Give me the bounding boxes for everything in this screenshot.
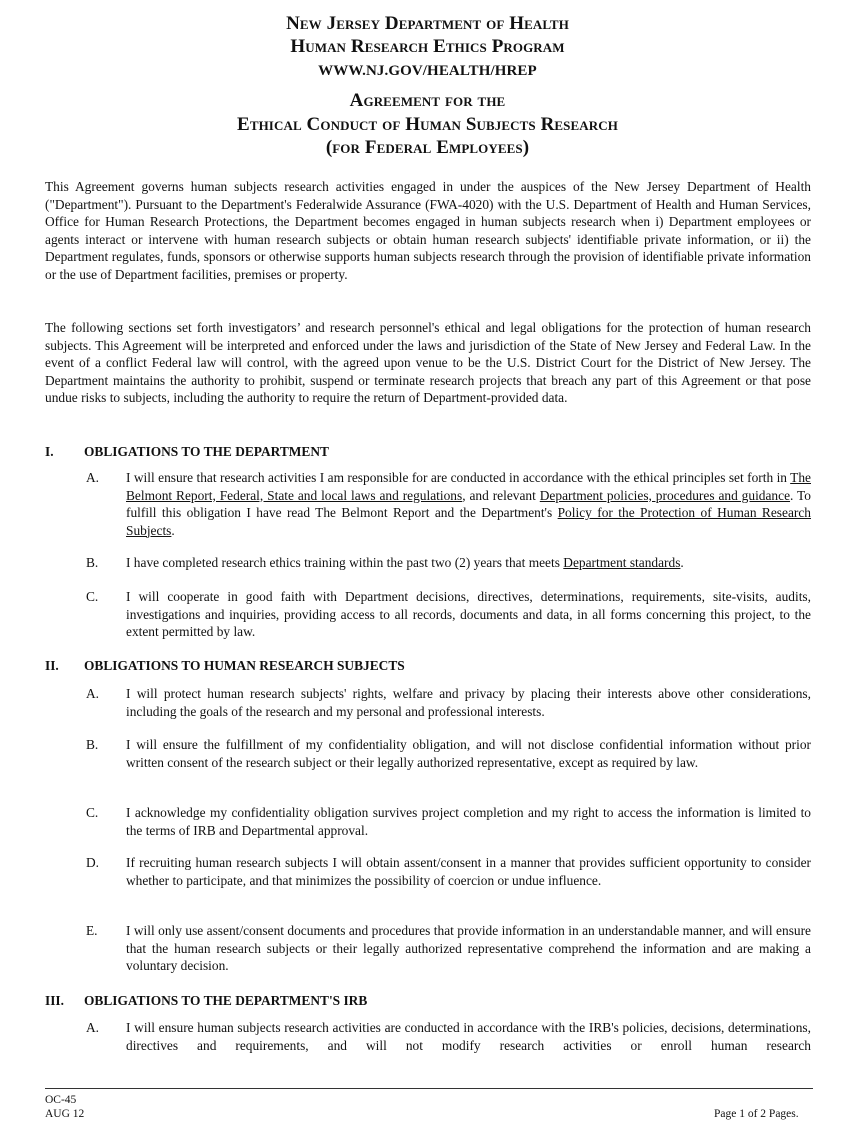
protection-policy-link[interactable]: Policy for the Protection of Human Research Subjects (126, 505, 811, 538)
department-policies-link[interactable]: Department policies, procedures and guidance (539, 487, 791, 503)
text-run: I will ensure that research activities I am responsible for are conducted in accordance with the ethical principles set forth in (126, 470, 791, 485)
org-name: New Jersey Department of Health (286, 13, 569, 34)
item-letter: A. (86, 1020, 100, 1035)
item-letter: C. (86, 805, 99, 820)
item-letter: D. (86, 855, 100, 870)
text-run: . (171, 522, 175, 538)
list-item (86, 736, 811, 771)
section-title: OBLIGATIONS TO THE DEPARTMENT'S IRB (84, 993, 368, 1008)
title-line-1: Agreement for the (349, 90, 506, 111)
item-letter: A. (86, 470, 100, 485)
item-text: I will ensure human subjects research activities are conducted in accordance with the IRB's policies, decisions, determinations, directives and requirements, and will not modify research activities or enroll human research (126, 1020, 811, 1053)
item-text: I will protect human research subjects' rights, welfare and privacy by placing their interests above other considerations, including the goals of the research and my personal and professional interests. (126, 686, 811, 719)
list-item (86, 685, 811, 720)
item-letter: A. (86, 686, 100, 701)
section-title: OBLIGATIONS TO HUMAN RESEARCH SUBJECTS (84, 658, 405, 673)
program-name: Human Research Ethics Program (290, 36, 565, 57)
text-run: I have completed research ethics training within the past two (2) years that meets (126, 555, 564, 570)
list-item (86, 554, 811, 572)
item-letter: B. (86, 737, 99, 752)
text-run: , and relevant (462, 487, 540, 503)
list-item (86, 922, 811, 975)
belmont-report-link[interactable]: The Belmont Report, Federal, State and local laws and regulations (126, 470, 811, 503)
section-number: III. (45, 993, 64, 1008)
item-text: If recruiting human research subjects I will obtain assent/consent in a manner that provides sufficient opportunity to consider whether to participate, and that minimizes the possibility of coercion or undue influence. (126, 855, 811, 888)
form-date: AUG 12 (45, 1108, 85, 1120)
website-url: WWW.NJ.GOV/HEALTH/HREP (318, 63, 537, 79)
item-text (126, 469, 811, 539)
list-item (86, 854, 811, 889)
title-line-2: Ethical Conduct of Human Subjects Research (237, 114, 618, 135)
item-letter: C. (86, 589, 99, 604)
title-line-3: (for Federal Employees) (325, 137, 530, 158)
text-run: . (680, 555, 684, 570)
section-title: OBLIGATIONS TO THE DEPARTMENT (84, 444, 329, 459)
item-text: I will cooperate in good faith with Department decisions, directives, determinations, requirements, site-visits, audits, investigations and inquiries, providing access to all records, documents and data, in all forms concerning this project, to the extent permitted by law. (126, 589, 811, 639)
section-number: I. (45, 444, 54, 459)
intro-paragraph-2: The following sections set forth investigators’ and research personnel's ethical and legal obligations for the protection of human research subjects. This Agreement will be interpreted and enforced under the laws and jurisdiction of the State of New Jersey and Federal Law. In the event of a conflict Federal law will control, with the agreed upon venue to be the U.S. District Court for the District of New Jersey. The Department maintains the authority to prohibit, suspend or terminate research projects that breach any part of this Agreement or that pose undue risks to subjects, including the authority to require the return of Department-provided data. (45, 320, 811, 405)
item-text: I will only use assent/consent documents and procedures that provide information in an understandable manner, and will ensure that the human research subjects or their legally authorized representative comprehend the information and are making a voluntary decision. (126, 923, 811, 973)
footer-divider (45, 1088, 813, 1089)
list-item (86, 588, 811, 641)
list-item (86, 1019, 811, 1054)
item-text: I will ensure the fulfillment of my confidentiality obligation, and will not disclose confidential information without prior written consent of the research subject or their legally authorized representative, except as required by law. (126, 737, 811, 770)
department-standards-link[interactable]: Department standards (563, 555, 681, 570)
item-text (126, 554, 811, 572)
item-letter: B. (86, 555, 99, 570)
item-text: I acknowledge my confidentiality obligation survives project completion and my right to access the information is limited to the terms of IRB and Departmental approval. (126, 805, 811, 838)
page-number: Page 1 of 2 Pages. (714, 1108, 799, 1120)
list-item (86, 804, 811, 839)
form-code: OC-45 (45, 1094, 77, 1106)
item-letter: E. (86, 923, 98, 938)
text-run: . To fulfill this obligation I have read The Belmont Report and the Department's (126, 487, 811, 520)
intro-paragraph-1: This Agreement governs human subjects research activities engaged in under the auspices of the New Jersey Department of Health ("Department"). Pursuant to the Department's Federalwide Assurance (FWA-4020) with the U.S. Department of Health and Human Services, Office for Human Research Protections, the Department becomes engaged in human subjects research when i) Department employees or agents interact or intervene with human research subjects or obtain human research subjects' identifiable private information, or ii) the Department regulates, funds, sponsors or otherwise supports human subjects research through the provision of identifiable private information or the use of Department facilities, premises or property. (45, 179, 811, 282)
list-item (86, 469, 811, 539)
section-number: II. (45, 658, 59, 673)
